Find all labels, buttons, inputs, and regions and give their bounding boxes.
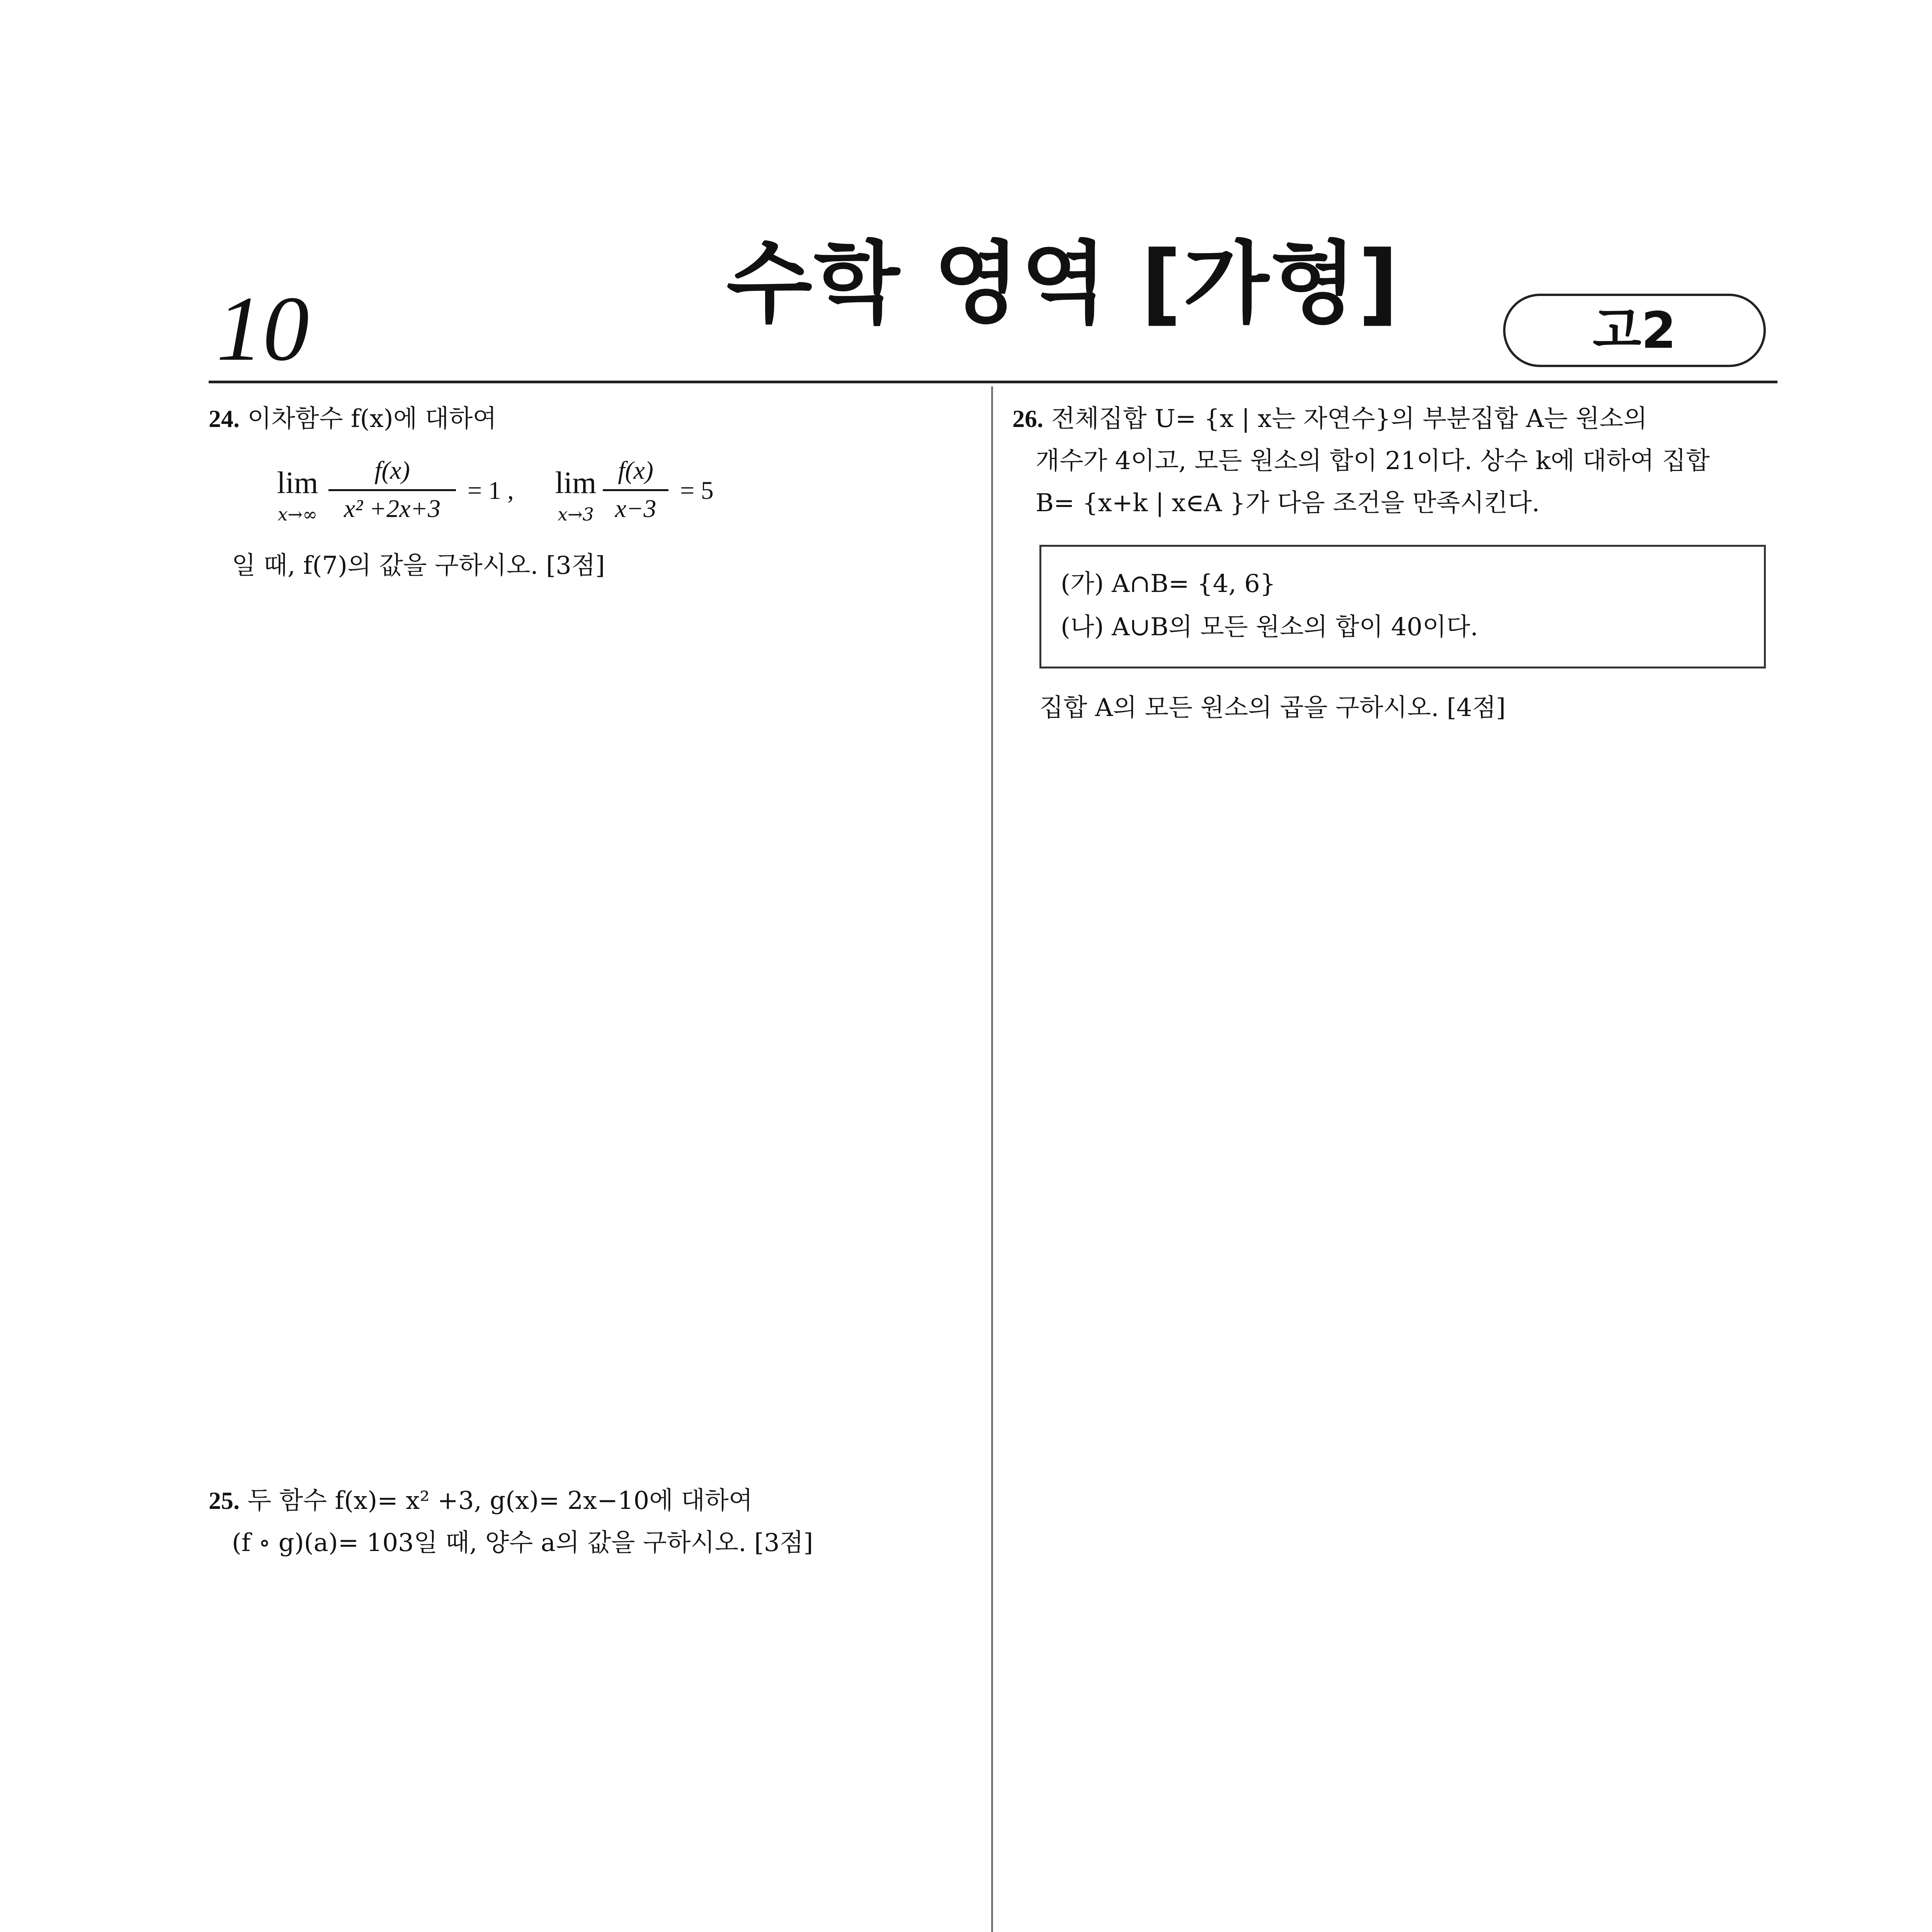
lim-subscript: x→3 bbox=[558, 504, 594, 525]
fraction-denominator: x−3 bbox=[615, 495, 656, 523]
question-line: 두 함수 f(x)= x² +3, g(x)= 2x−10에 대하여 bbox=[247, 1486, 753, 1515]
lim-word: lim bbox=[555, 466, 597, 500]
question-24 bbox=[209, 398, 974, 440]
limit-1-rhs: = 1 , bbox=[468, 476, 514, 505]
header-rule bbox=[209, 381, 1777, 383]
question-line: B= {x+k | x∈A }가 다음 조건을 만족시킨다. bbox=[1036, 488, 1540, 517]
limit-2-rhs: = 5 bbox=[680, 476, 714, 505]
limit-1-fraction bbox=[328, 456, 456, 524]
question-number: 24. bbox=[209, 405, 240, 432]
question-24-ask: 일 때, f(7)의 값을 구하시오. [3점] bbox=[232, 551, 605, 580]
condition-na: (나) A∪B의 모든 원소의 합이 40이다. bbox=[1061, 613, 1478, 641]
lim-word: lim bbox=[277, 466, 318, 500]
limit-equations bbox=[270, 456, 889, 545]
fraction-denominator: x² +2x+3 bbox=[344, 495, 440, 523]
column-divider bbox=[991, 386, 993, 1932]
page-number: 10 bbox=[216, 277, 309, 380]
question-intro: 이차함수 f(x)에 대하여 bbox=[247, 405, 497, 433]
lim-subscript: x→∞ bbox=[277, 504, 318, 525]
limit-2-fraction bbox=[603, 456, 668, 524]
question-number: 26. bbox=[1012, 405, 1043, 432]
question-number: 25. bbox=[209, 1487, 240, 1514]
limit-2-operator bbox=[549, 468, 603, 525]
question-26 bbox=[1012, 398, 1770, 524]
condition-box bbox=[1039, 545, 1766, 668]
grade-badge: 고2 bbox=[1503, 294, 1766, 367]
subject-title: 수학 영역 [가형] bbox=[726, 232, 1400, 335]
question-26-ask: 집합 A의 모든 원소의 곱을 구하시오. [4점] bbox=[1039, 694, 1506, 722]
question-line: (f ∘ g)(a)= 103일 때, 양수 a의 값을 구하시오. [3점] bbox=[232, 1528, 813, 1557]
limit-1-operator bbox=[270, 468, 325, 525]
question-line: 전체집합 U= {x | x는 자연수}의 부분집합 A는 원소의 bbox=[1051, 405, 1648, 433]
question-line: 개수가 4이고, 모든 원소의 합이 21이다. 상수 k에 대하여 집합 bbox=[1036, 446, 1710, 475]
condition-ga: (가) A∩B= {4, 6} bbox=[1061, 570, 1276, 598]
question-25 bbox=[209, 1480, 974, 1564]
fraction-numerator: f(x) bbox=[618, 456, 653, 485]
fraction-numerator: f(x) bbox=[374, 456, 410, 485]
